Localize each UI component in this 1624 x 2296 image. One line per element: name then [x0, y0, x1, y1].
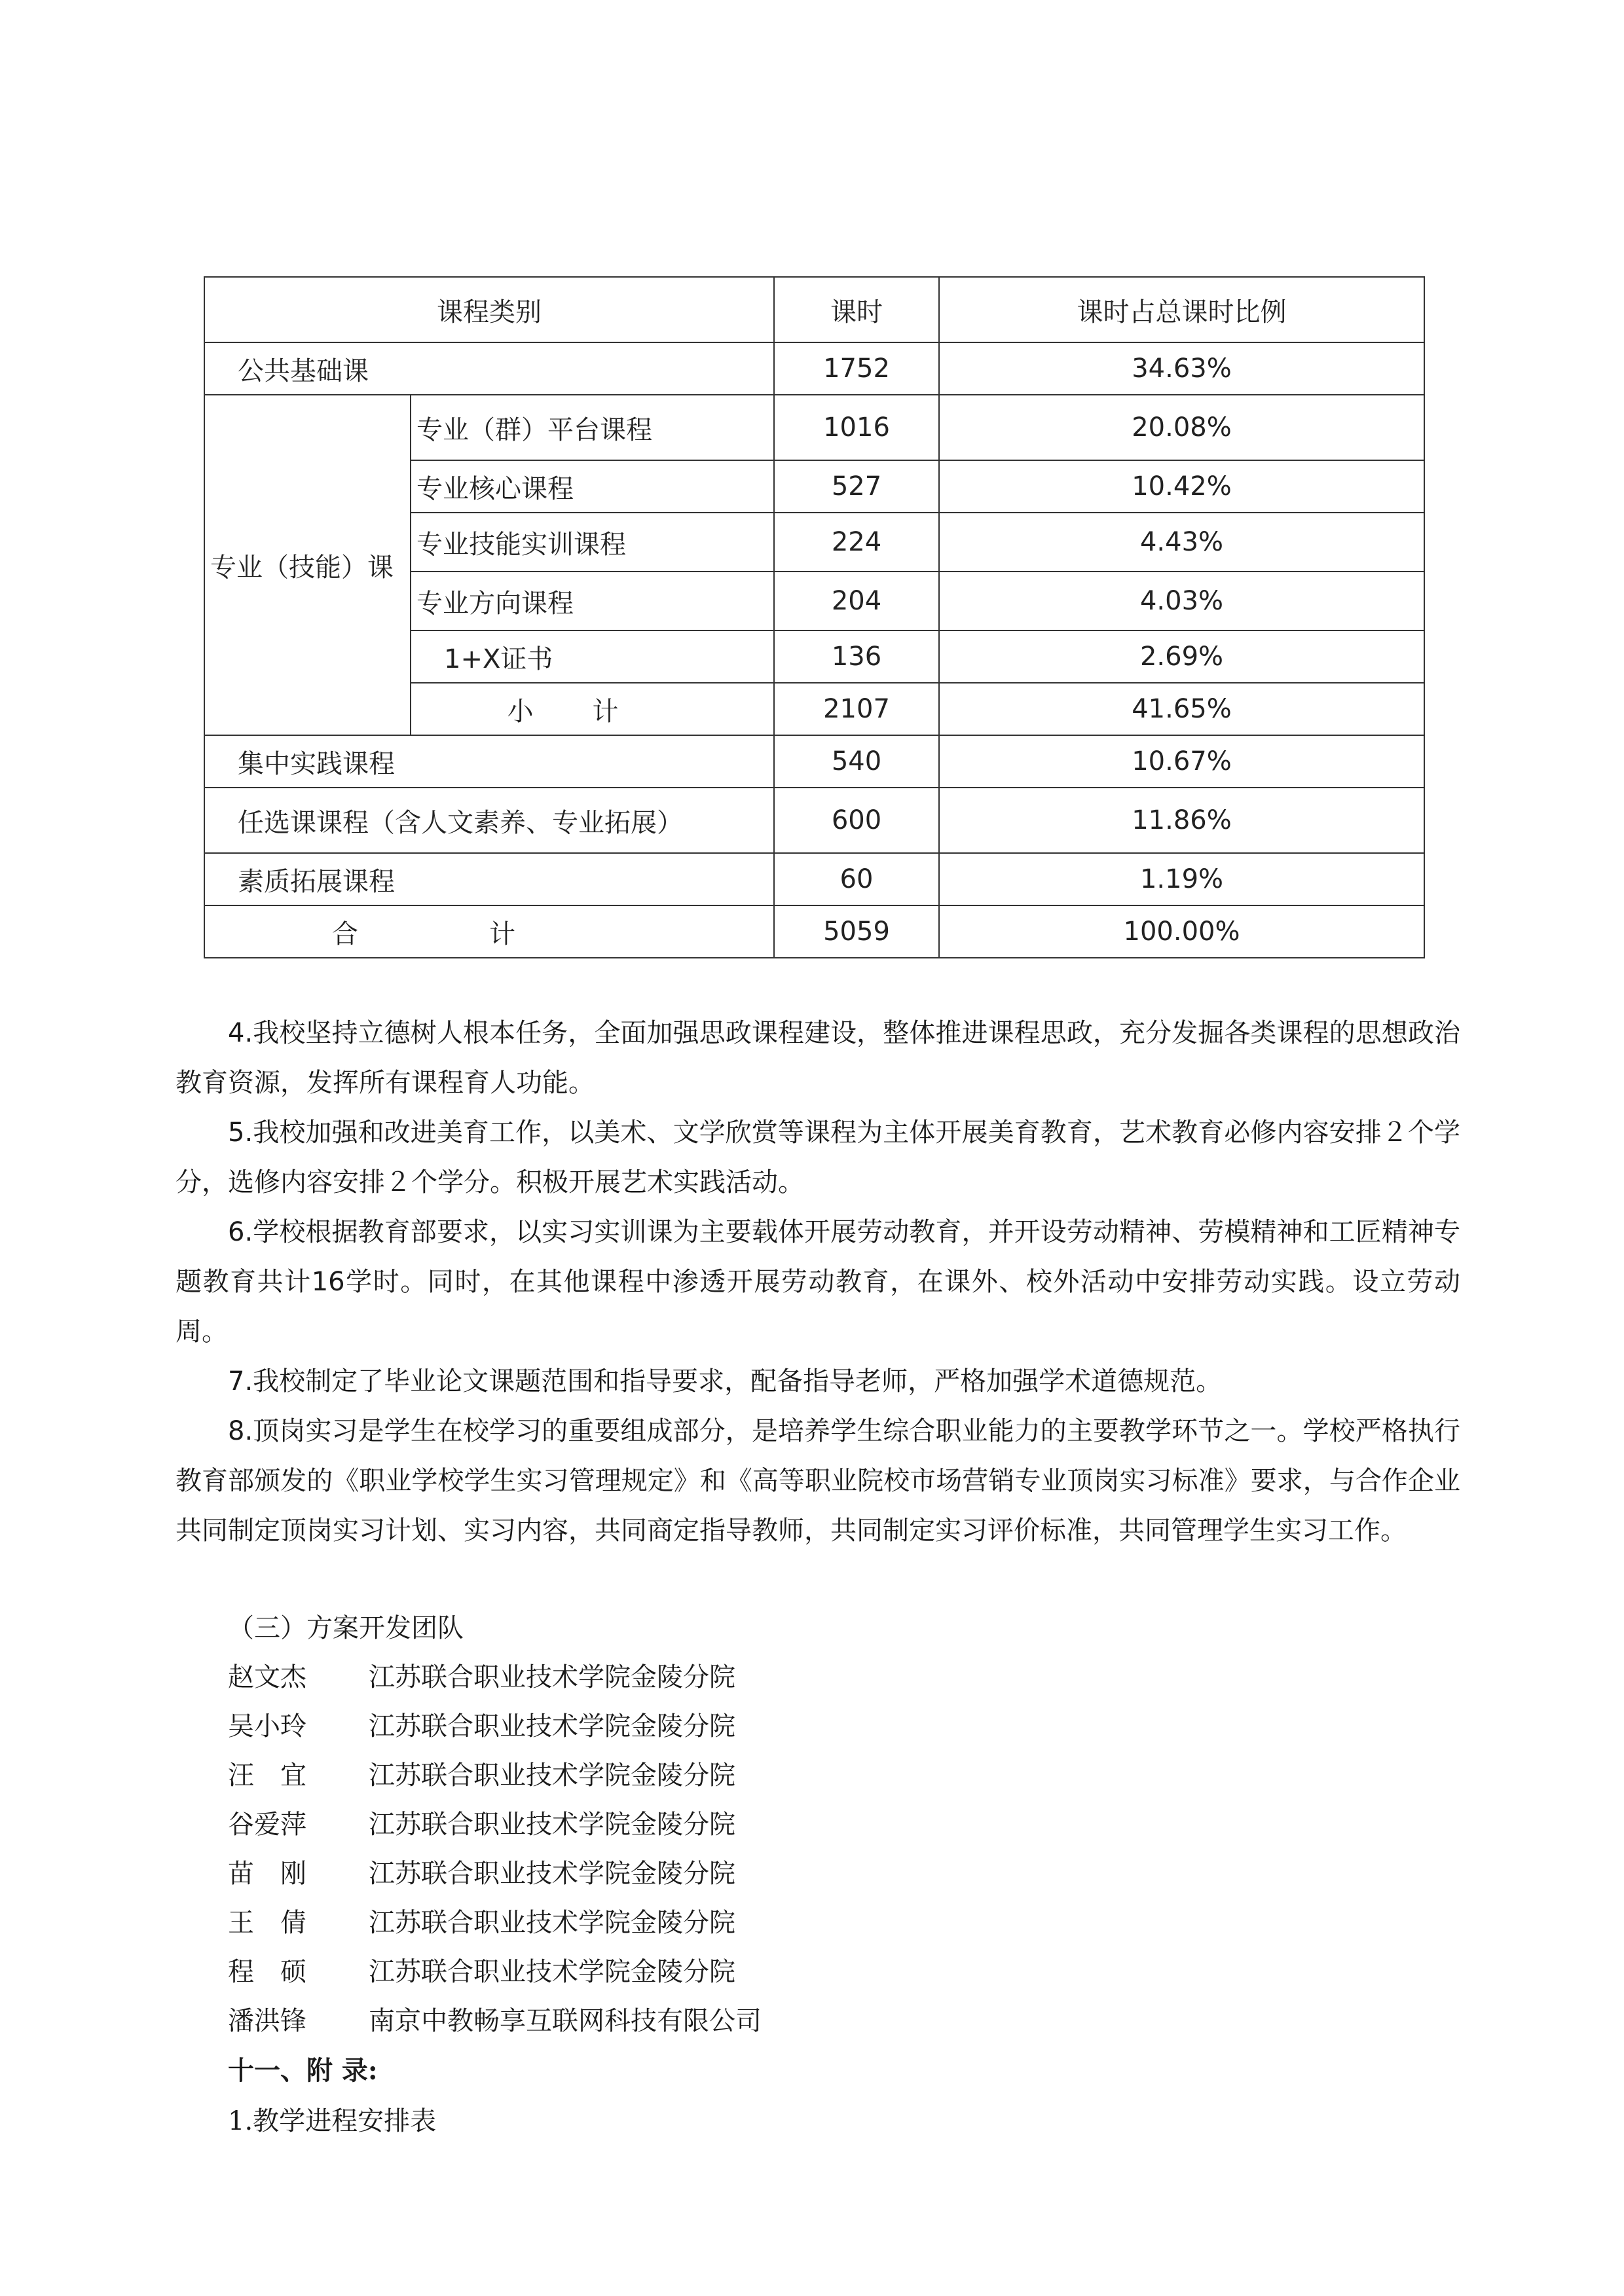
row-ratio: 10.42% [939, 460, 1424, 513]
member-name: 王倩 [228, 1908, 333, 1938]
row-label: 专业技能实训课程 [411, 513, 774, 572]
table-row [204, 788, 1424, 853]
member-org: 江苏联合职业技术学院金陵分院 [369, 1859, 735, 1889]
row-label: 素质拓展课程 [204, 853, 774, 905]
team-member [175, 1751, 1460, 1800]
row-hours: 60 [774, 853, 939, 905]
row-label: 1+X证书 [411, 630, 774, 683]
professional-group-label: 专业（技能）课 [204, 395, 411, 735]
row-label: 专业（群）平台课程 [411, 395, 774, 460]
row-ratio: 4.43% [939, 513, 1424, 572]
subtotal-label: 小计 [411, 683, 774, 735]
member-name: 赵文杰 [228, 1662, 306, 1692]
row-ratio: 10.67% [939, 735, 1424, 788]
member-org: 江苏联合职业技术学院金陵分院 [369, 1957, 735, 1987]
member-org: 江苏联合职业技术学院金陵分院 [369, 1711, 735, 1741]
team-member [175, 1800, 1460, 1850]
table-total-row [204, 905, 1424, 958]
row-hours: 224 [774, 513, 939, 572]
table-header-row [204, 277, 1424, 342]
header-ratio: 课时占总课时比例 [939, 277, 1424, 342]
table-row [204, 342, 1424, 395]
member-name: 吴小玲 [228, 1711, 306, 1741]
body-paragraphs [175, 1008, 1460, 1556]
row-hours: 1016 [774, 395, 939, 460]
appendix-heading: 十一、附 录: [228, 2055, 378, 2086]
team-member [175, 1702, 1460, 1751]
team-member [175, 1899, 1460, 1948]
total-ratio: 100.00% [939, 905, 1424, 958]
team-section [175, 1604, 1460, 2147]
row-hours: 136 [774, 630, 939, 683]
row-ratio: 34.63% [939, 342, 1424, 395]
row-ratio: 11.86% [939, 788, 1424, 853]
member-org: 江苏联合职业技术学院金陵分院 [369, 1908, 735, 1938]
paragraph-6: 6.学校根据教育部要求，以实习实训课为主要载体开展劳动教育，并开设劳动精神、劳模精神和工匠精神专题教育共计16学时。同时，在其他课程中渗透开展劳动教育，在课外、校外活动中安排劳动实践。设立劳动周。 [175, 1217, 1460, 1347]
table-row [204, 395, 1424, 460]
row-ratio: 1.19% [939, 853, 1424, 905]
member-name: 潘洪锋 [228, 2006, 306, 2036]
row-ratio: 41.65% [939, 683, 1424, 735]
paragraph-7: 7.我校制定了毕业论文课题范围和指导要求，配备指导老师，严格加强学术道德规范。 [228, 1366, 1223, 1396]
member-org: 江苏联合职业技术学院金陵分院 [369, 1662, 735, 1692]
appendix-item-1: 1.教学进程安排表 [228, 2106, 437, 2136]
row-hours: 204 [774, 572, 939, 630]
table-row [204, 853, 1424, 905]
row-hours: 600 [774, 788, 939, 853]
row-label: 公共基础课 [204, 342, 774, 395]
member-org: 江苏联合职业技术学院金陵分院 [369, 1810, 735, 1840]
member-name: 程硕 [228, 1957, 333, 1987]
row-hours: 527 [774, 460, 939, 513]
paragraph-4: 4.我校坚持立德树人根本任务，全面加强思政课程建设，整体推进课程思政，充分发掘各类课程的思想政治教育资源，发挥所有课程育人功能。 [175, 1018, 1460, 1098]
paragraph-5: 5.我校加强和改进美育工作，以美术、文学欣赏等课程为主体开展美育教育，艺术教育必修内容安排２个学分，选修内容安排２个学分。积极开展艺术实践活动。 [175, 1118, 1460, 1197]
paragraph-8: 8.顶岗实习是学生在校学习的重要组成部分，是培养学生综合职业能力的主要教学环节之一。学校严格执行教育部颁发的《职业学校学生实习管理规定》和《高等职业院校市场营销专业顶岗实习标准》要求，与合作企业共同制定顶岗实习计划、实习内容，共同商定指导教师，共同制定实习评价标准，共同管理学生实习工作。 [175, 1416, 1460, 1546]
total-label: 合计 [204, 905, 774, 958]
team-member [175, 1850, 1460, 1899]
team-member [175, 1997, 1460, 2046]
member-name: 谷爱萍 [228, 1810, 306, 1840]
row-hours: 540 [774, 735, 939, 788]
member-name: 汪宜 [228, 1760, 333, 1791]
header-hours: 课时 [774, 277, 939, 342]
member-name: 苗刚 [228, 1859, 333, 1889]
header-course-category: 课程类别 [204, 277, 774, 342]
row-label: 任选课课程（含人文素养、专业拓展） [204, 788, 774, 853]
row-ratio: 20.08% [939, 395, 1424, 460]
team-title: （三）方案开发团队 [228, 1613, 464, 1643]
table-row [204, 735, 1424, 788]
row-hours: 1752 [774, 342, 939, 395]
row-ratio: 4.03% [939, 572, 1424, 630]
member-org: 江苏联合职业技术学院金陵分院 [369, 1760, 735, 1791]
course-hours-table [204, 276, 1425, 958]
team-member [175, 1948, 1460, 1997]
member-org: 南京中教畅享互联网科技有限公司 [369, 2006, 762, 2036]
team-member [175, 1653, 1460, 1702]
row-ratio: 2.69% [939, 630, 1424, 683]
row-label: 集中实践课程 [204, 735, 774, 788]
row-hours: 2107 [774, 683, 939, 735]
total-hours: 5059 [774, 905, 939, 958]
row-label: 专业方向课程 [411, 572, 774, 630]
row-label: 专业核心课程 [411, 460, 774, 513]
